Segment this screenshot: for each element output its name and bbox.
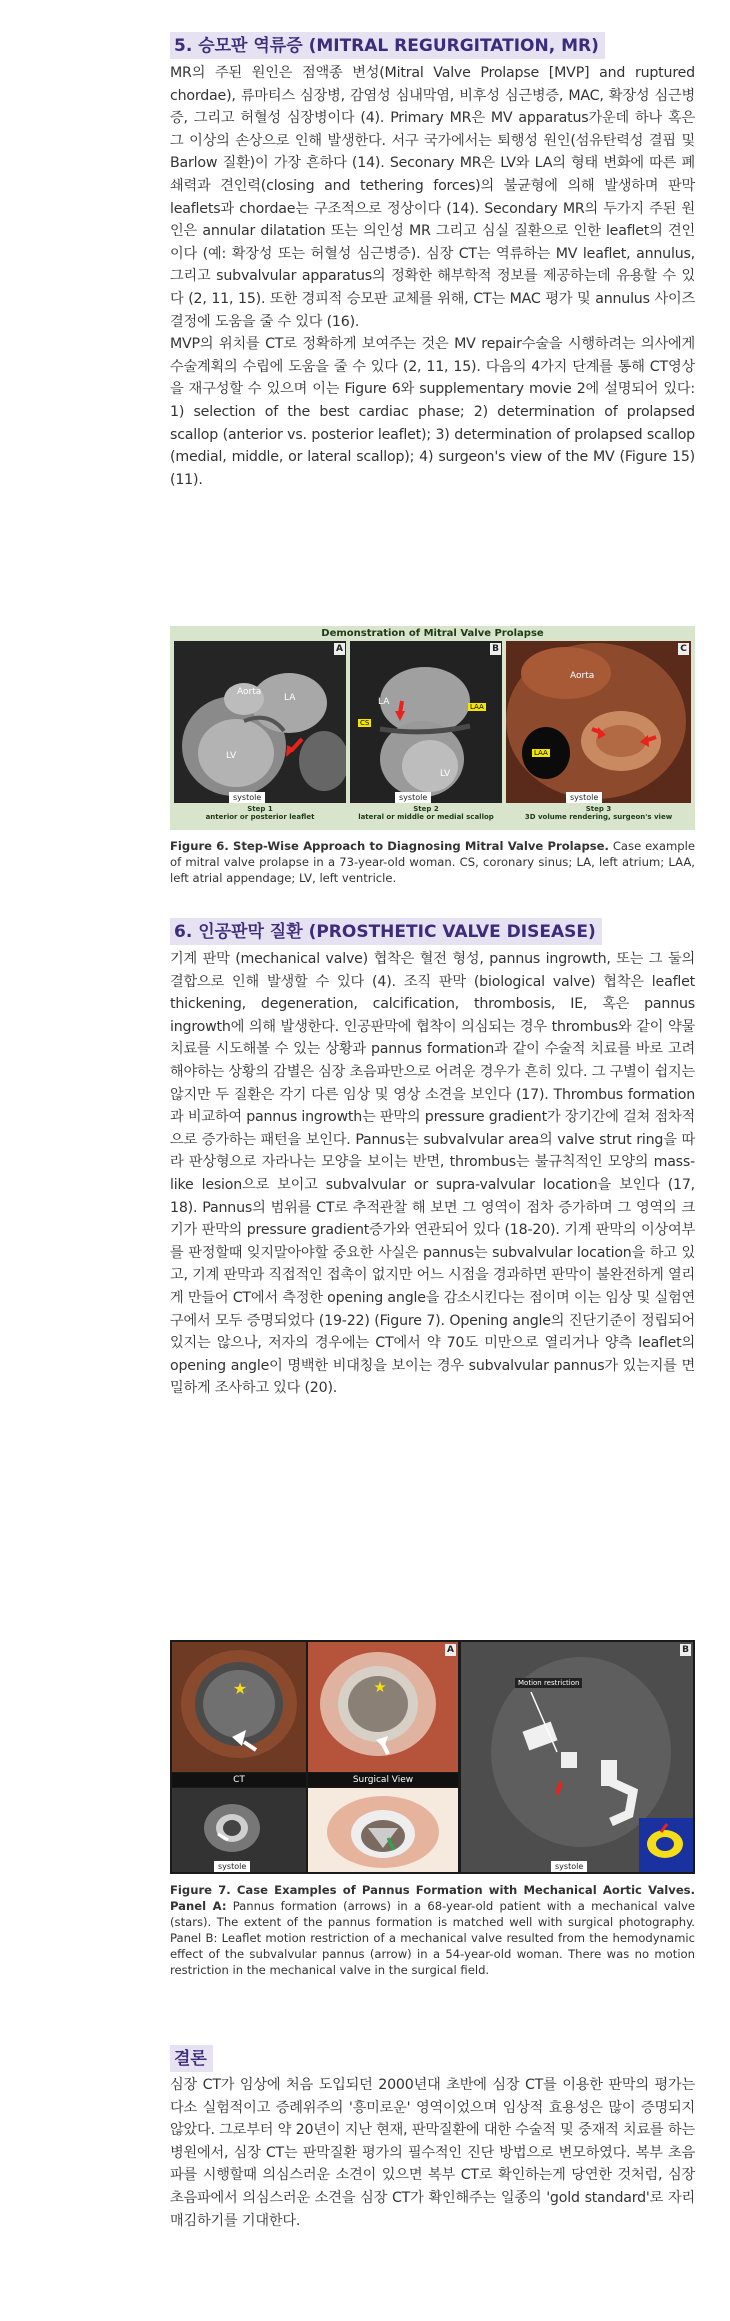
volume-rendering-c [506,641,691,803]
step-1-caption [174,805,346,821]
figure-7-panel-b [461,1642,693,1872]
ct-image-b [350,641,502,803]
label-la: LA [284,693,296,703]
figure-6-panel-c [506,641,691,803]
step-2-title: Step 2 [413,805,439,813]
systole-label: systole [551,1861,587,1872]
svg-text:★: ★ [373,1678,387,1696]
figure-6 [170,626,695,830]
conclusion-paragraph: 심장 CT가 임상에 처음 도입되던 2000년대 초반에 심장 CT를 이용한 판막의 평가는 다소 실험적이고 증례위주의 '흥미로운' 영역이었으며 임상적 효용성은 많이 증명되지 않았다. 그로부터 약 20년이 지난 현재, 판막질환에 대한 수술적 및 중재적 치료를 하는 병원에서, 심장 CT는 판막질환 평가의 필수적인 진단 방법으로 변모하였다. 복부 초음파를 시행할때 의심스러운 소견이 있으면 복부 CT로 확인하는게 당연한 것처럼, 심장 초음파에서 의심스러운 소견을 심장 CT가 확인해주는 일종의 'gold standard'로 자리매김하기를 기대한다. [170,2077,695,2229]
figure-7-caption-title: Figure 7. Case Examples of Pannus Formation with Mechanical Aortic Valves. Panel A: [170,1883,695,1913]
figure-6-title: Demonstration of Mitral Valve Prolapse [321,628,544,639]
ct-label: CT [172,1773,306,1787]
ct-slice-image [172,1788,306,1872]
conclusion-body [170,2074,695,2232]
step-3-caption [506,805,691,821]
systole-label: systole [229,792,265,803]
conclusion-heading: 결론 [170,2045,213,2072]
section-6-paragraph-1: 기계 판막 (mechanical valve) 협착은 혈전 형성, pannus ingrowth, 또는 그 둘의 결합으로 인해 발생할 수 있다 (4). 조직 판막 (biological valve) 협착은 leaflet thickening, degeneration, calcification, thrombosis, IE, 혹은 pannus ingrowth에 의해 발생한다. 인공판막에 협착이 의심되는 경우 thrombus와 같이 약물치료를 시도해볼 수 있는 상황과 pannus formation과 같이 수술적 치료를 바로 고려해야하는 상황의 감별은 심장 초음파만으로 어려운 경우가 흔히 있다. 그 구별이 쉽지는 않지만 두 질환은 각기 다른 임상 및 영상 소견을 보인다 (17). Thrombus formation과 비교하여 pannus ingrowth는 판막의 pressure gradient가 장기간에 걸쳐 점차적으로 증가하는 패턴을 보인다. Pannus는 subvalvular area의 valve strut ring을 따라 판상형으로 자라나는 모양을 보이는 반면, thrombus는 불규칙적인 모양의 mass-like lesion으로 보이고 subvalvular or supra-valvular location을 보인다 (17, 18). Pannus의 범위를 CT로 추적관찰 해 보면 그 영역이 점차 증가하며 그 영역의 크기가 판막의 pressure gradient증가와 연관되어 있다 (18-20). 기계 판막의 이상여부를 판정할때 잊지말아야할 중요한 사실은 pannus는 subvalvular location을 하고 있고, 기계 판막과 직접적인 접촉이 없지만 어느 시점을 경과하면 판막이 불완전하게 열리게 만들어 CT에서 측정한 opening angle을 감소시킨다는 점이며 이는 임상 및 실험연구에서 모두 증명되었다 (19-22) (Figure 7). Opening angle의 진단기준이 정립되어 있지는 않으나, 저자의 경우에는 CT에서 약 70도 미만으로 열리거나 양측 leaflet의 opening angle이 명백한 비대칭을 보이는 경우 subvalvular pannus가 있는지를 면밀하게 조사하고 있다 (20). [170,951,695,1397]
step-3-desc: 3D volume rendering, surgeon's view [524,813,673,821]
figure-7 [170,1640,695,1874]
section-5 [170,32,695,59]
figure-6-caption-text: Case example of mitral valve prolapse in a 73-year-old woman. CS, coronary sinus; LA, left atrium; LAA, left atrial appendage; LV, left ventricle. [170,839,695,885]
systole-label: systole [214,1861,250,1872]
panel-a-letter: A [445,1644,456,1656]
surgical-photo-image [308,1642,458,1772]
label-cs: CS [360,719,370,727]
label-la: LA [378,697,390,707]
svg-text:★: ★ [232,1679,248,1698]
figure-6-caption [170,838,695,886]
figure-7-surgical-photo [308,1642,458,1772]
panel-c-letter: C [678,643,689,655]
panel-a-letter: A [334,643,345,655]
figure-6-panel-b [350,641,502,803]
label-aorta: Aorta [237,687,262,697]
section-6 [170,918,695,945]
motion-restriction-label: Motion restriction [515,1678,582,1688]
figure-7-surgical-drawing [308,1788,458,1872]
label-laa: LAA [470,703,484,711]
surgical-drawing-image [308,1788,458,1872]
step-1-desc: anterior or posterior leaflet [205,813,315,821]
ct-volume-image [172,1642,306,1772]
figure-6-caption-title: Figure 6. Step-Wise Approach to Diagnosing Mitral Valve Prolapse. [170,839,609,853]
ct-panel-b-image [461,1642,693,1872]
section-6-heading: 6. 인공판막 질환 (PROSTHETIC VALVE DISEASE) [170,918,602,945]
figure-7-caption [170,1882,695,1978]
section-5-paragraph-2: MVP의 위치를 CT로 정확하게 보여주는 것은 MV repair수술을 시행하려는 의사에게 수술계획의 수립에 도움을 줄 수 있다 (2, 11, 15). 다음의 4가지 단계를 통해 CT영상을 재구성할 수 있으며 이는 Figure 6와 supplementary movie 2에 설명되어 있다: 1) selection of the best cardiac phase; 2) determination of prolapsed scallop (anterior vs. posterior leaflet); 3) determination of prolapsed scallop (medial, middle, or lateral scallop); 4) surgeon's view of the MV (Figure 15) (11). [170,336,695,488]
systole-label: systole [395,792,431,803]
label-aorta: Aorta [570,671,595,681]
surgical-view-label: Surgical View [308,1773,458,1787]
step-3-title: Step 3 [585,805,612,813]
label-laa: LAA [534,749,548,757]
label-lv: LV [440,769,451,779]
panel-b-letter: B [680,1644,691,1656]
systole-label: systole [566,792,602,803]
step-2-caption [350,805,502,821]
ct-image-a [174,641,346,803]
figure-7-ct-3d [172,1642,306,1772]
step-1-title: Step 1 [247,805,273,813]
section-5-body [170,62,695,491]
section-5-heading: 5. 승모판 역류증 (MITRAL REGURGITATION, MR) [170,32,605,59]
panel-b-letter: B [490,643,501,655]
section-5-paragraph-1: MR의 주된 원인은 점액종 변성(Mitral Valve Prolapse [MVP] and ruptured chordae), 류마티스 심장병, 감염성 심내막염, 비후성 심근병증, MAC, 확장성 심근병증, 그리고 허혈성 심장병이다 (4). Primary MR은 MV apparatus가운데 하나 혹은 그 이상의 손상으로 인해 발생한다. 서구 국가에서는 퇴행성 원인(섬유탄력성 결핍 및 Barlow 질환)이 가장 흔하다 (14). Seconary MR은 LV와 LA의 형태 변화에 따른 폐쇄력과 견인력(closing and tethering forces)의 불균형에 의해 발생하며 판막 leaflets과 chordae는 구조적으로 정상이다 (14). Secondary MR의 두가지 주된 원인은 annular dilatation 또는 의인성 MR 그리고 심실 질환으로 인한 leaflet의 견인이다 (예: 확장성 또는 허혈성 심근병증). 심장 CT는 역류하는 MV leaflet, annulus, 그리고 subvalvular apparatus의 정확한 해부학적 정보를 제공하는데 유용할 수 있다 (2, 11, 15). 또한 경피적 승모판 교체를 위해, CT는 MAC 평가 및 annulus 사이즈 결정에 도움을 줄 수 있다 (16). [170,65,695,330]
figure-7-caption-text: Pannus formation (arrows) in a 68-year-old patient with a mechanical valve (stars). The extent of the pannus formation is matched well with surgical photography. Panel B: Leaflet motion restriction of a mechanical valve resulted from the hemodynamic effect of the subvalvular pannus (arrow) in a 54-year-old woman. There was no motion restriction in the mechanical valve in the surgical field. [170,1899,695,1977]
section-6-body [170,948,695,1400]
label-lv: LV [226,751,237,761]
figure-7-ct-slice [172,1788,306,1872]
step-2-desc: lateral or middle or medial scallop [358,813,494,821]
conclusion [170,2045,695,2072]
figure-6-panel-a [174,641,346,803]
